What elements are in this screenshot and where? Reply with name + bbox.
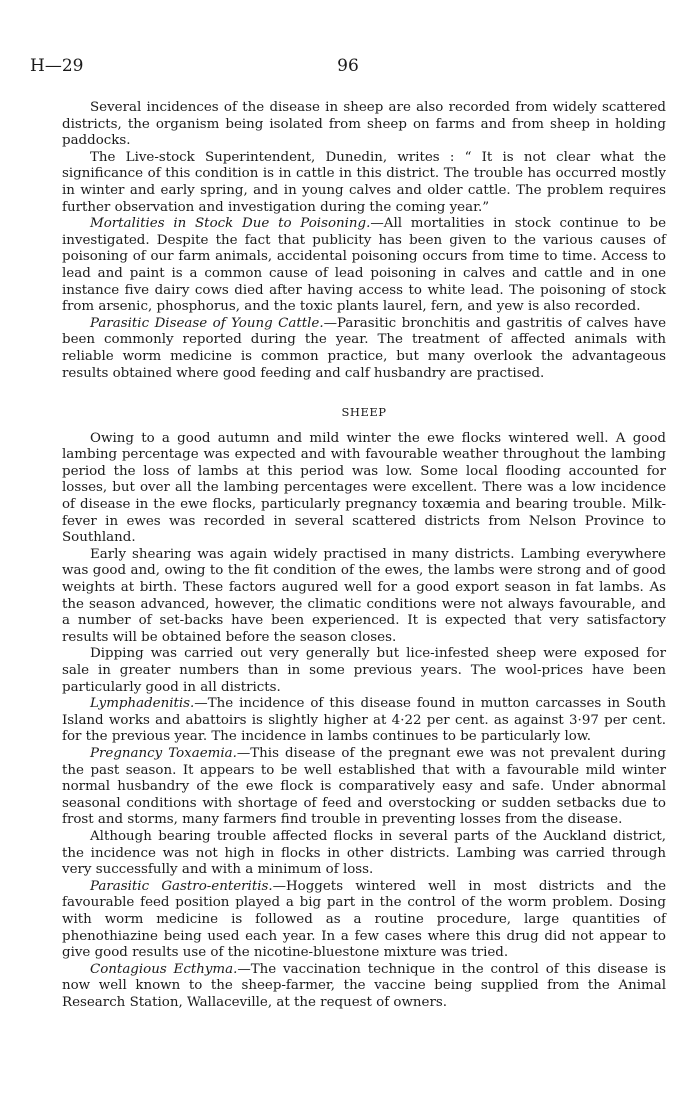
paragraph-title: Parasitic Gastro-enteritis. — [90, 878, 273, 894]
paragraph-text: Although bearing trouble affected flocks in several parts of the Auckland district, the incidence was not high in flocks in other districts. Lambing was carried through very successfully and with a minimum of loss. — [62, 828, 666, 878]
paragraph-text: —The incidence of this disease found in mutton carcasses in South Island works and abattoirs is slightly higher at 4·22 per cent. as against 3·97 per cent. for the previous year. The incidence in lambs continues to be particularly low. — [62, 696, 666, 745]
paragraph — [62, 431, 666, 547]
paragraph-title: Contagious Ecthyma. — [90, 961, 238, 977]
paragraph — [62, 547, 666, 647]
paragraph — [62, 746, 666, 829]
paragraph-text: The Live-stock Superintendent, Dunedin, writes : “ It is not clear what the significance of this condition is in cattle in this district. The trouble has occurred mostly in winter and early spring, and in young calves and older cattle. The problem requires further observation and investigation during the coming year.” — [62, 149, 666, 215]
paragraph — [62, 879, 666, 962]
paragraph-title: Pregnancy Toxaemia. — [90, 745, 237, 761]
paragraph-text: Owing to a good autumn and mild winter the ewe flocks wintered well. A good lambing percentage was expected and with favourable weather throughout the lambing period the loss of lambs at this period was low. Some local flooding accounted for losses, but over all the lambing percentages were excellent. There was a low incidence of disease in the ewe flocks, particularly pregnancy toxæmia and bearing trouble. Milk-fever in ewes was recorded in several scattered districts from Nelson Province to Southland. — [62, 430, 666, 546]
paragraph — [62, 316, 666, 382]
paragraph-text: —Hoggets wintered well in most districts and the favourable feed position played a big part in the control of the worm problem. Dosing with worm medicine is followed as a routine procedure, large quantities of phenothiazine being used each year. In a few cases where this drug did not appear to give good results use of the nicotine-bluestone mixture was tried. — [62, 878, 666, 961]
paragraph-title: Parasitic Disease of Young Cattle. — [90, 315, 324, 331]
paragraphs-top — [62, 100, 666, 382]
paragraphs-sheep — [62, 431, 666, 1012]
paragraph-title: Mortalities in Stock Due to Poisoning. — [90, 216, 371, 232]
paragraph — [62, 100, 666, 150]
paragraph-text: —Parasitic bronchitis and gastritis of calves have been commonly reported during the year. The treatment of affected animals with reliable worm medicine is common practice, but many overlook the advantageous results obtained where good feeding and calf husbandry are practised. — [62, 315, 667, 381]
paragraph — [62, 829, 666, 879]
page-body — [62, 100, 666, 1011]
paragraph-text: Dipping was carried out very generally but lice-infested sheep were exposed for sale in greater numbers than in some previous years. The wool-prices have been particularly good in all districts. — [62, 646, 666, 695]
section-heading: SHEEP — [341, 405, 387, 420]
paragraph-text: Several incidences of the disease in sheep are also recorded from widely scattered districts, the organism being isolated from sheep on farms and from sheep in holding paddocks. — [62, 100, 666, 149]
paragraph-text: —The vaccination technique in the control of this disease is now well known to the sheep-farmer, the vaccine being supplied from the Animal Research Station, Wallaceville, at the request of owners. — [62, 961, 666, 1010]
paragraph-title: Lymphadenitis. — [90, 696, 195, 712]
paragraph-text: —All mortalities in stock continue to be investigated. Despite the fact that publicity has been given to the various causes of poisoning of our farm animals, accidental poisoning occurs from time to time. Access to lead and paint is a common cause of lead poisoning in calves and cattle and in one instance five dairy cows died after having access to white lead. The poisoning of stock from arsenic, phosphorus, and the toxic plants laurel, fern, and yew is also recorded. — [62, 216, 666, 315]
paragraph — [62, 696, 666, 746]
paragraph — [62, 150, 666, 216]
page-number: 96 — [337, 56, 359, 76]
paragraph-text: Early shearing was again widely practised in many districts. Lambing everywhere was good and, owing to the fit condition of the ewes, the lambs were strong and of good weights at birth. These factors augured well for a good export season in fat lambs. As the season advanced, however, the climatic conditions were not always favourable, and a number of set-backs have been experienced. It is expected that very satisfactory results will be obtained before the season closes. — [62, 546, 666, 645]
document-id: H—29 — [30, 56, 84, 76]
paragraph — [62, 962, 666, 1012]
paragraph — [62, 216, 666, 316]
paragraph — [62, 646, 666, 696]
paragraph-text: —This disease of the pregnant ewe was not prevalent during the past season. It appears to be well established that with a favourable mild winter normal husbandry of the ewe flock is comparatively easy and safe. Under abnormal seasonal conditions with shortage of feed and overstocking or sudden setbacks due to frost and storms, many farmers find trouble in preventing losses from the disease. — [62, 745, 666, 828]
page-header — [30, 58, 666, 82]
